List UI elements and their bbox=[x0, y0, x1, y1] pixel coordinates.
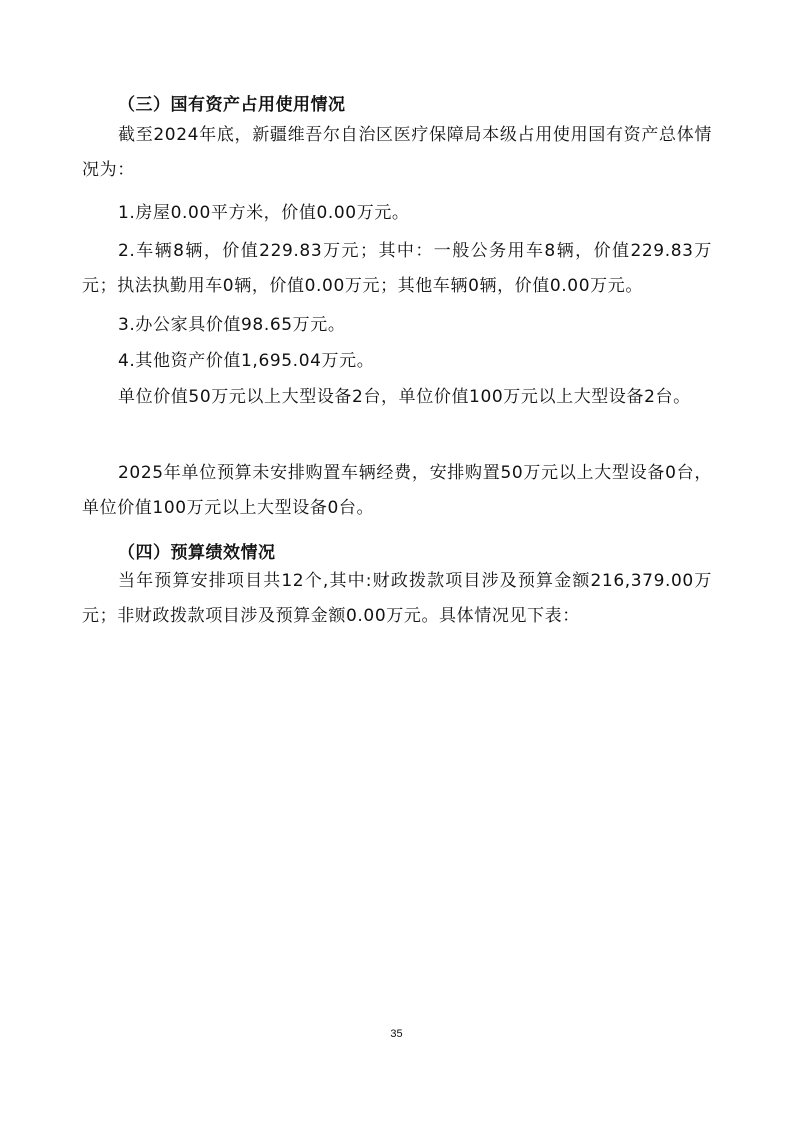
paragraph-other-assets: 4.其他资产价值1,695.04万元。 bbox=[118, 351, 375, 371]
paragraph-furniture: 3.办公家具价值98.65万元。 bbox=[118, 315, 346, 335]
section-heading-assets: （三）国有资产占用使用情况 bbox=[118, 95, 346, 115]
paragraph-vehicles: 2.车辆8辆，价值229.83万元；其中：一般公务用车8辆，价值229.83万元；执法执勤用车0辆，价值0.00万元；其他车辆0辆，价值0.00万元。 bbox=[82, 241, 712, 296]
section-heading-performance: （四）预算绩效情况 bbox=[118, 543, 276, 563]
paragraph-2025-budget: 2025年单位预算未安排购置车辆经费，安排购置50万元以上大型设备0台，单位价值100万元以上大型设备0台。 bbox=[82, 463, 712, 518]
paragraph-projects: 当年预算安排项目共12个,其中:财政拨款项目涉及预算金额216,379.00万元；非财政拨款项目涉及预算金额0.00万元。具体情况见下表： bbox=[82, 571, 712, 626]
page-number: 35 bbox=[390, 1028, 403, 1040]
paragraph-large-equipment: 单位价值50万元以上大型设备2台，单位价值100万元以上大型设备2台。 bbox=[118, 387, 691, 407]
paragraph-housing: 1.房屋0.00平方米，价值0.00万元。 bbox=[118, 203, 410, 223]
paragraph-assets-intro: 截至2024年底，新疆维吾尔自治区医疗保障局本级占用使用国有资产总体情况为： bbox=[82, 125, 712, 180]
